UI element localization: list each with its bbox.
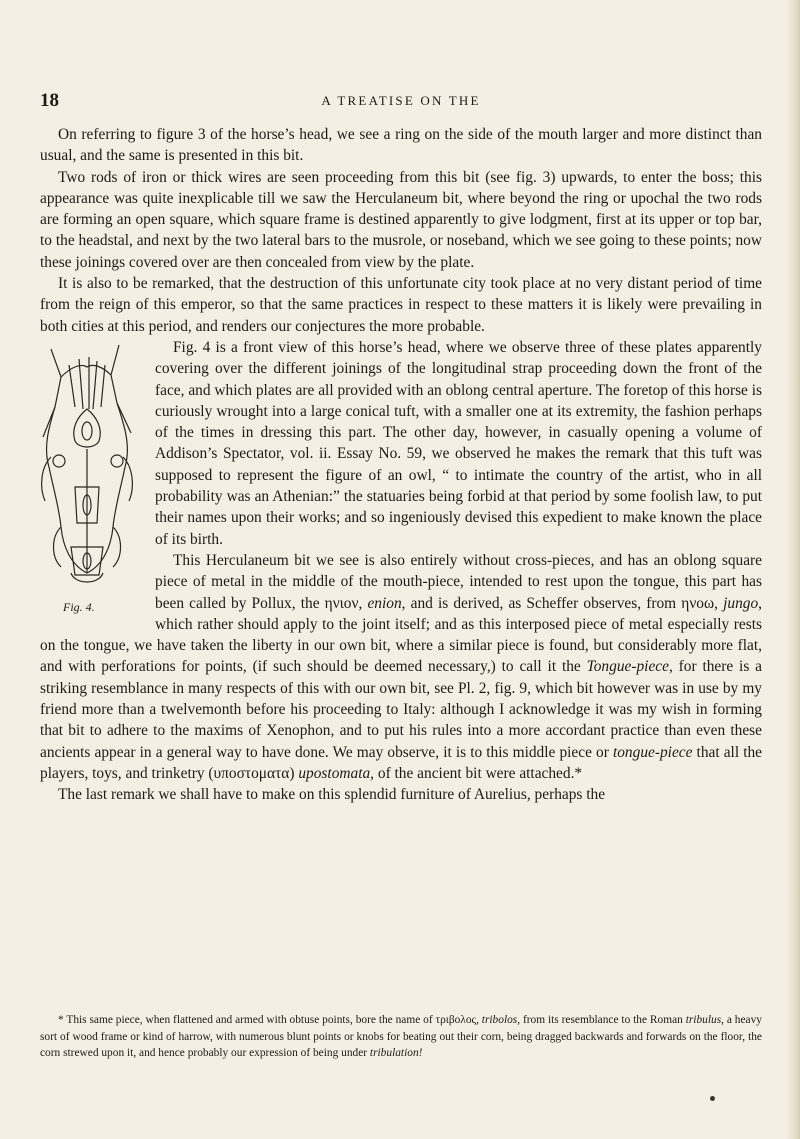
term-tongue-piece: Tongue-piece [586,658,669,676]
figure-caption: Fig. 4. [63,599,95,614]
paragraph-5-text-g: that all the players, toys, and trinketry ( [40,743,762,782]
paragraph-5-text-d: , [714,594,724,612]
footnote-term-tribulation: tribulation! [369,1047,423,1059]
paragraph-6 [40,784,762,805]
latin-term-upostomata: upostomata [298,764,371,782]
greek-term-enoo: ηνοω [681,594,715,612]
footnote-text-a: * This same piece, when flattened and armed with obtuse points, bore the name of [58,1014,436,1026]
greek-term-upostomata: υποστοματα [213,764,290,782]
paragraph-5-text-a: This Herculaneum bit we see is also entirely without cross-pieces, and has an oblong square piece of metal in the middle of the mouth-piece, intended to rest upon the tongue, this part has been called by Pollux, the [155,551,762,612]
paragraph-5-text-i: , of the ancient bit were attached.* [370,764,583,782]
paragraph-6-text: The last remark we shall have to make on this splendid furniture of Aurelius, perhaps the [58,786,606,804]
footnote-term-tribulus: tribulus [685,1014,722,1026]
paragraph-5-text-c: , and is derived, as Scheffer observes, from [401,594,682,612]
paragraph-5-text-e: , which rather should apply to the joint itself; and as this interposed piece of metal especially rests on the tongue, we have taken the liberty in our own bit, where a similar piece is found, but considerably more flat, and with perforations for points, (if such should be deemed necessary,) to call it the [40,594,763,676]
paragraph-1 [40,124,762,167]
page-header [40,90,762,112]
paragraph-3 [40,273,762,337]
paragraph-5-text-b: , [358,594,368,612]
footnote-text-b: , [476,1014,482,1026]
footnote-text-d: , a heavy sort of wood frame or kind of harrow, with numerous blunt points or knobs for beating out their corn, being dragged backwards and forwards on the floor, the corn strewed upon it, and hence probably our expression of being under [40,1014,762,1059]
greek-term-enion: ηνιον [324,594,359,612]
running-head: A TREATISE ON THE [321,93,481,108]
footnote [40,1012,762,1062]
printer-dot [710,1096,715,1101]
paragraph-2-text: Two rods of iron or thick wires are seen proceeding from this bit (see fig. 3) upwards, to enter the boss; this appearance was quite inexplicable till we saw the Herculaneum bit, where beyond the ring or upochal the two rods are forming an open square, which square frame is destined apparently to give lodgment, first at its upper or top bar, to the headstal, and next by the two lateral bars to the musrole, or noseband, which we see going to these points; now these joinings covered over are then concealed from view by the plate. [40,168,762,271]
latin-term-enion: enion [367,594,402,612]
page-number: 18 [40,90,59,111]
footnote-greek-term: τριβολος [435,1014,477,1026]
latin-term-jungo: jungo [723,594,759,612]
horse-head-illustration-icon [31,337,145,595]
horse-head-figure [31,337,145,615]
body-text [40,124,762,806]
page-edge [786,0,800,1139]
term-tongue-piece-lower: tongue-piece [612,743,693,761]
paragraph-4-text: Fig. 4 is a front view of this horse’s head, where we observe three of these plates apparently covering over the different joinings of the longitudinal strap proceeding down the front of the face, and which plates are all provided with an oblong central aperture. The foretop of this horse is curiously wrought into a large conical tuft, with a smaller one at its extremity, the fashion perhaps of the times in dressing this part. The other day, however, in casually opening a volume of Addison’s Spectator, vol. ii. Essay No. 59, we observed he makes the remark that this tuft was supposed to represent the figure of an owl, “ to intimate the country of the artist, who in all probability was an Athenian:” the statuaries being forbid at that period by some foolish law, to put their names upon their works; and so ingeniously devised this expedient to make known the place of its birth. [155,338,763,548]
footnote-term-tribolos: tribolos [481,1014,518,1026]
paragraph-1-text: On referring to figure 3 of the horse’s head, we see a ring on the side of the mouth larger and more distinct than usual, and the same is presented in this bit. [40,126,762,165]
footnote-text-c: , from its resemblance to the Roman [517,1014,686,1026]
paragraph-5 [40,550,762,784]
paragraph-5-text-f: , for there is a striking resemblance in many respects of this with our own bit, see Pl. 2, fig. 9, which bit however was in use by my friend more than a twelvemonth before his proceeding to Italy: although I acknowledge it was my wish in forming that bit to adhere to the maxims of Xenophon, and to put his rules into a more accordant practice than even these ancients appear in a general way to have done. We may observe, it is to this middle piece or [40,658,762,761]
paragraph-2 [40,167,762,273]
paragraph-5-text-h: ) [289,764,299,782]
paragraph-3-text: It is also to be remarked, that the destruction of this unfortunate city took place at no very distant period of time from the reign of this emperor, so that the same practices in respect to these matters it is likely were prevailing in both cities at this period, and renders our conjectures the more probable. [40,275,762,335]
